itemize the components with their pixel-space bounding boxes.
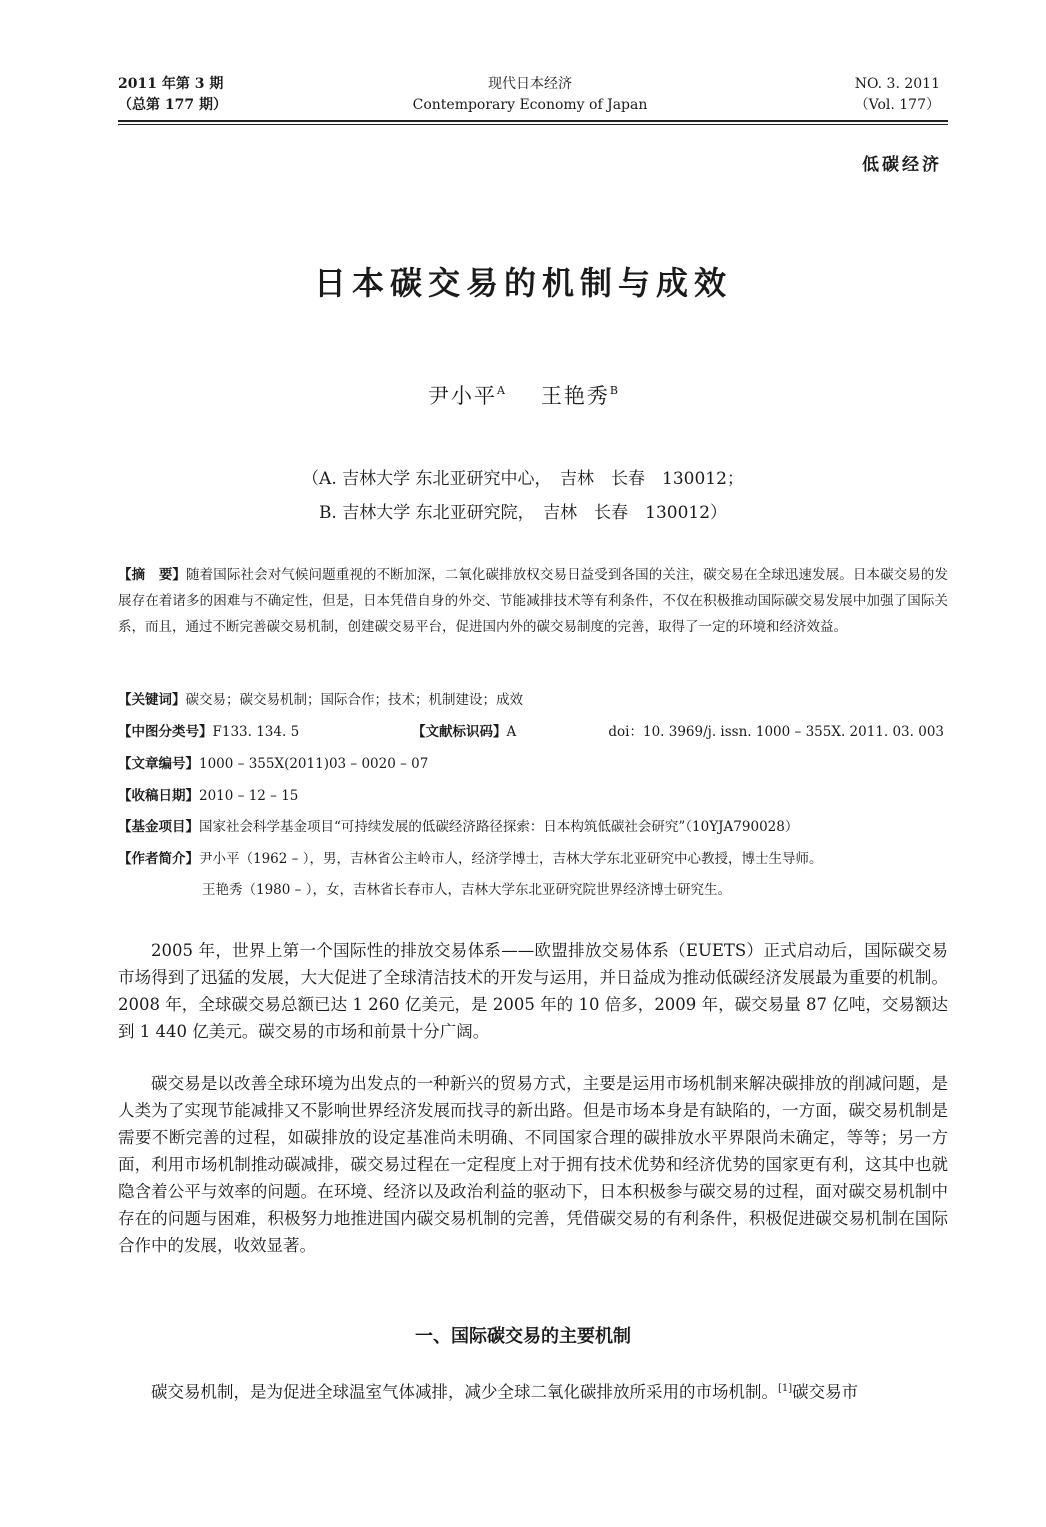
- volume-total: （Vol. 177）: [854, 97, 940, 113]
- document-code-label: 【文献标识码】: [412, 724, 507, 740]
- keywords-text: 碳交易；碳交易机制；国际合作；技术；机制建设；成效: [185, 692, 523, 708]
- journal-name-cn: 现代日本经济: [488, 76, 572, 92]
- document-code-value: A: [506, 724, 517, 740]
- author-affiliation-mark: B: [609, 384, 619, 397]
- article-number-label: 【文章编号】: [118, 756, 199, 772]
- affiliation-a: （A. 吉林大学 东北亚研究中心， 吉林 长春 130012；: [302, 469, 744, 489]
- paragraph-3-text: 碳交易机制，是为促进全球温室气体减排，减少全球二氧化碳排放所采用的市场机制。: [151, 1382, 778, 1402]
- keywords-label: 【关键词】: [118, 692, 186, 708]
- keywords: [118, 688, 523, 708]
- body-paragraph-2: 碳交易是以改善全球环境为出发点的一种新兴的贸易方式，主要是运用市场机制来解决碳排放的削减问题，是人类为了实现节能减排又不影响世界经济发展而找寻的新出路。但是市场本身是有缺陷的，一方面，碳交易机制是需要不断完善的过程，如碳排放的设定基准尚未明确、不同国家合理的碳排放水平界限尚未确定，等等；另一方面，利用市场机制推动碳减排，碳交易过程在一定程度上对于拥有技术优势和经济优势的国家更有利，这其中也就隐含着公平与效率的问题。在环境、经济以及政治利益的驱动下，日本积极参与碳交易的过程，面对碳交易机制中存在的问题与困难，积极努力地推进国内碳交易机制的完善，凭借碳交易的有利条件，积极促进碳交易机制在国际合作中的发展，收效显著。: [118, 1074, 948, 1255]
- journal-name-en: Contemporary Economy of Japan: [412, 97, 648, 113]
- classification-number: [118, 720, 299, 740]
- article-number-value: 1000 – 355X(2011)03 – 0020 – 07: [199, 756, 429, 772]
- article-number: [118, 752, 428, 772]
- doi: doi：10. 3969/j. issn. 1000 – 355X. 2011. 03. 003: [608, 724, 944, 740]
- author-bio-text-1: 尹小平（1962 – ），男，吉林省公主岭市人，经济学博士，吉林大学东北亚研究中心教授，博士生导师。: [199, 851, 823, 867]
- reference-mark: [1]: [778, 1383, 793, 1394]
- fund-project: [118, 815, 798, 835]
- header-rule-thick: [118, 120, 948, 122]
- author-list: [0, 380, 1046, 410]
- abstract-text: 随着国际社会对气候问题重视的不断加深，二氧化碳排放权交易日益受到各国的关注，碳交易在全球迅速发展。日本碳交易的发展存在着诸多的困难与不确定性，但是，日本凭借自身的外交、节能减排技术等有利条件，不仅在积极推动国际碳交易发展中加强了国际关系，而且，通过不断完善碳交易机制，创建碳交易平台，促进国内外的碳交易制度的完善，取得了一定的环境和经济效益。: [118, 567, 949, 635]
- affiliation-b: B. 吉林大学 东北亚研究院， 吉林 长春 130012）: [318, 503, 728, 523]
- issue-info: [118, 74, 227, 116]
- issue-year-number: 2011 年第 3 期: [118, 76, 224, 92]
- fund-project-text: 国家社会科学基金项目“可持续发展的低碳经济路径探索：日本构筑低碳社会研究”（10YJA790028）: [199, 819, 799, 835]
- body-paragraph-1: 2005 年，世界上第一个国际性的排放交易体系——欧盟排放交易体系（EUETS）正式启动后，国际碳交易市场得到了迅猛的发展，大大促进了全球清洁技术的开发与运用，并日益成为推动低碳经济发展最为重要的机制。2008 年，全球碳交易总额已达 1 260 亿美元，是 2005 年的 10 倍多，2009 年，碳交易量 87 亿吨，交易额达到 1 440 亿美元。碳交易的市场和前景十分广阔。: [118, 941, 948, 1041]
- issue-total-number: （总第 177 期）: [118, 97, 227, 113]
- volume-info: [855, 74, 940, 116]
- abstract-label: 【摘 要】: [118, 567, 187, 583]
- fund-project-label: 【基金项目】: [118, 819, 199, 835]
- journal-name: [380, 74, 680, 116]
- abstract: [118, 562, 948, 640]
- author-bio-text-2: 王艳秀（1980 – ），女，吉林省长春市人，吉林大学东北亚研究院世界经济博士研究生。: [202, 882, 731, 898]
- header-rule-thin: [118, 124, 948, 125]
- author-affiliation-mark: A: [496, 384, 505, 397]
- column-tag: 低碳经济: [862, 155, 942, 175]
- paragraph-3-tail: 碳交易市: [792, 1382, 859, 1402]
- section-heading: 一、国际碳交易的主要机制: [415, 1326, 631, 1347]
- classification-label: 【中图分类号】: [118, 724, 213, 740]
- volume-number: NO. 3. 2011: [854, 76, 940, 92]
- body-paragraph-3: [118, 1375, 948, 1406]
- author-bio: [118, 847, 822, 867]
- received-date-value: 2010 – 12 – 15: [199, 788, 299, 804]
- author-name: 尹小平: [427, 384, 497, 408]
- received-date: [118, 784, 298, 804]
- article-title: 日本碳交易的机制与成效: [313, 264, 732, 302]
- author-bio-label: 【作者简介】: [118, 851, 199, 867]
- received-date-label: 【收稿日期】: [118, 788, 199, 804]
- classification-value: F133. 134. 5: [212, 724, 300, 740]
- author-name: 王艳秀: [540, 384, 610, 408]
- document-code: [412, 720, 516, 740]
